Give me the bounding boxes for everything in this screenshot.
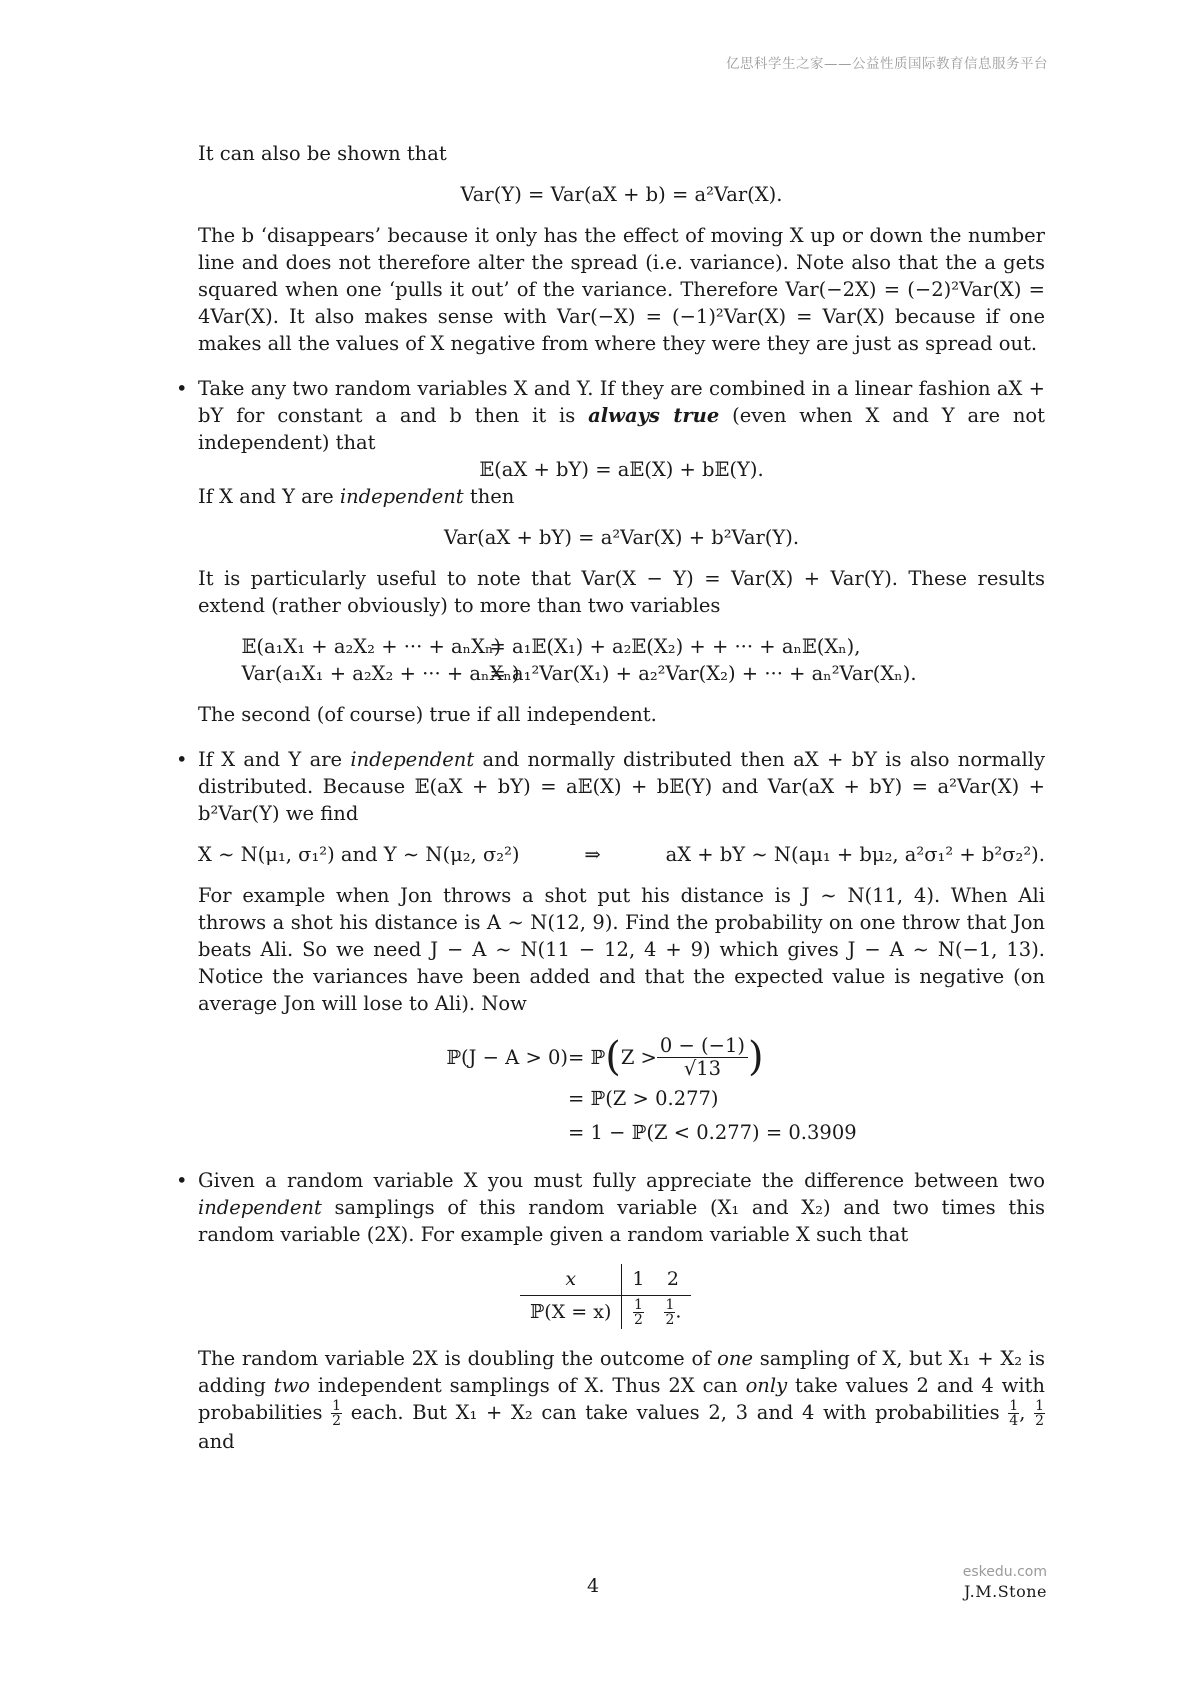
aligned-equations: 𝔼(a₁X₁ + a₂X₂ + ··· + aₙXₙ) = a₁𝔼(X₁) + a₂𝔼(X₂) + + ··· + aₙ𝔼(Xₙ), Var(a₁X₁ + a₂X₂ + ··· + aₙXₙ) = a₁²Var(X₁) + a₂²Var(X₂) + ··· + aₙ²Var(Xₙ). bbox=[241, 635, 917, 685]
independent-text: If X and Y are independent then bbox=[198, 485, 515, 508]
bullet-independent-samplings bbox=[198, 1167, 1045, 1455]
page-body bbox=[198, 140, 1045, 1455]
explanation-paragraph: The b ‘disappears’ because it only has the effect of moving X up or down the number line and does not therefore alter the spread (i.e. variance). Note also that the a gets squared when one ‘pulls it out’ of the variance. Therefore Var(−2X) = (−2)²Var(X) = 4Var(X). It also makes sense with Var(−X) = (−1)²Var(X) = Var(X) because if one makes all the values of X negative from where they were they are just as spread out. bbox=[198, 224, 1045, 355]
bullet-normal-sum bbox=[198, 746, 1045, 1149]
equation-normal-implication: X ∼ N(μ₁, σ₁²) and Y ∼ N(μ₂, σ₂²) ⇒ aX + bY ∼ N(aμ₁ + bμ₂, a²σ₁² + b²σ₂²). bbox=[198, 843, 1045, 866]
bullet-linear-combination bbox=[198, 375, 1045, 728]
bullet-text: • If X and Y are independent and normally distributed then aX + bY is also normally distributed. Because 𝔼(aX + bY) = a𝔼(X) + b𝔼(Y) and Var(aX + bY) = a²Var(X) + b²Var(Y) we find bbox=[198, 748, 1045, 825]
doubling-text: The random variable 2X is doubling the outcome of one sampling of X, but X₁ + X₂ is adding two independent samplings of X. Thus 2X can only take values 2 and 4 with probabilities $\frac{1}{2}$ each. But X₁ + X₂ can take values 2, 3 and 4 with probabilities $\frac{1}{4}$ , $\frac{1}{2}$ and bbox=[198, 1347, 1046, 1453]
page-number: 4 bbox=[587, 1575, 600, 1597]
watermark: eskedu.com bbox=[962, 1564, 1047, 1580]
bullet-text: • Given a random variable X you must fully appreciate the difference between two independent samplings of this random variable (X₁ and X₂) and two times this random variable (2X). For example given a random variable X such that bbox=[198, 1169, 1045, 1246]
extend-text: It is particularly useful to note that Var(X − Y) = Var(X) + Var(Y). These results extend (rather obviously) to more than two variables bbox=[198, 567, 1045, 617]
site-header: 亿思科学生之家——公益性质国际教育信息服务平台 bbox=[726, 56, 1048, 72]
distribution-table: x 1 2 ℙ(X = x) $\frac{1}{2}$ $\frac{1}{2}$ . bbox=[520, 1264, 691, 1329]
probability-calculation: ℙ(J − A > 0) = ℙ ( Z > $\frac{0 - (-1)}{√13}$ ) = ℙ(Z > 0.277) = 1 − ℙ(Z < 0.277) = 0.3909 bbox=[446, 1033, 857, 1144]
equation-var-linear: Var(Y) = Var(aX + b) = a²Var(X). bbox=[460, 183, 783, 206]
equation-variance: Var(aX + bY) = a²Var(X) + b²Var(Y). bbox=[443, 526, 800, 549]
equation-expectation: 𝔼(aX + bY) = a𝔼(X) + b𝔼(Y). bbox=[479, 458, 764, 481]
second-note: The second (of course) true if all independent. bbox=[198, 703, 657, 726]
intro-text: It can also be shown that bbox=[198, 142, 447, 165]
example-text: For example when Jon throws a shot put his distance is J ∼ N(11, 4). When Ali throws a shot his distance is A ∼ N(12, 9). Find the probability on one throw that Jon beats Ali. So we need J − A ∼ N(11 − 12, 4 + 9) which gives J − A ∼ N(−1, 13). Notice the variances have been added and that the expected value is negative (on average Jon will lose to Ali). Now bbox=[198, 884, 1045, 1015]
bullet-text: • Take any two random variables X and Y. If they are combined in a linear fashion aX + bY for constant a and b then it is always true (even when X and Y are not independent) that bbox=[198, 377, 1045, 454]
author: J.M.Stone bbox=[963, 1582, 1047, 1601]
